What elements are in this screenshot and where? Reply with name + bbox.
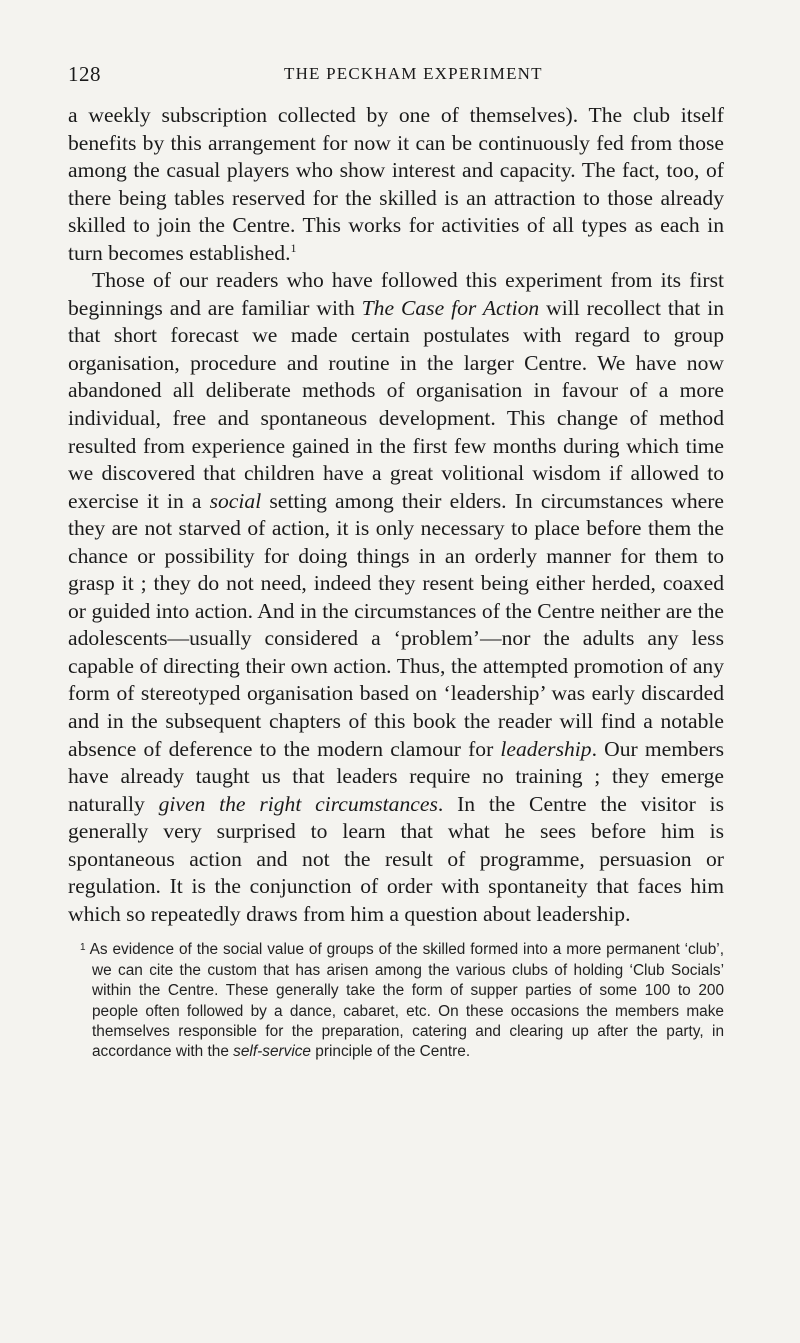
footnote-text-a: As evidence of the social value of groups of the skilled formed into a more permanent ‘club’, we can cite the custom that has arisen among the various clubs of holding ‘Club Socials’ within the Centre. These generally take the form of supper parties of some 100 to 200 people often followed by a dance, cabaret, etc. On these occasions the members make themselves responsible for the preparation, catering and clearing up after the party, in accordance with the — [85, 941, 724, 1061]
paragraph-2-text-b: will recollect that in that short forecast we made certain postulates with regard to group organisation, procedure and routine in the larger Centre. We have now abandoned all deliberate methods of organisation in favour of a more individual, free and spontaneous development. This change of method resulted from experience gained in the first few months during which time we discovered that children have a great volitional wisdom if allowed to exercise it in a — [68, 295, 724, 513]
page-number: 128 — [68, 62, 101, 86]
footnote-marker: 1 — [80, 942, 86, 954]
body-text — [68, 102, 724, 928]
running-head: THE PECKHAM EXPERIMENT — [284, 64, 543, 83]
paragraph-2-text-d: . Our members have already taught us that leaders require no training ; they emerge naturally — [68, 736, 724, 816]
paragraph-2-text-e: . In the Centre the visitor is generally very surprised to learn that what he sees before him is spontaneous action and not the result of programme, persuasion or regulation. It is the conjunction of order with spontaneity that faces him which so repeatedly draws from him a question about leadership. — [68, 791, 724, 926]
footnote-reference: 1 — [290, 240, 297, 255]
book-page — [68, 62, 724, 1063]
paragraph-2-text-a: Those of our readers who have followed this experiment from its first beginnings and are familiar with — [68, 268, 724, 320]
paragraph-1-text: a weekly subscription collected by one of themselves). The club itself benefits by this arrangement for now it can be continuously fed from those among the casual players who show interest and capacity. The fact, too, of there being tables reserved for the skilled is an attraction to those already skilled to join the Centre. This works for activities of all types as each in turn becomes established. — [68, 103, 724, 265]
footnote-text-b: principle of the Centre. — [311, 1043, 471, 1061]
paragraph-1 — [68, 102, 724, 267]
book-title-case-for-action: The Case for Action — [361, 295, 540, 320]
paragraph-2-text-c: setting among their elders. In circumstances where they are not starved of action, it is only necessary to place before them the chance or possibility for doing things in an orderly manner for them to grasp it ; they do not need, indeed they resent being either herded, coaxed or guided into action. And in the circumstances of the Centre neither are the adolescents—usually considered a ‘problem’—nor the adults any less capable of directing their own action. Thus, the attempted promotion of any form of stereotyped organisation based on ‘leadership’ was early discarded and in the subsequent chapters of this book the reader will find a notable absence of deference to the modern clamour for — [68, 488, 724, 761]
emphasis-social: social — [209, 488, 262, 513]
emphasis-given-right-circumstances: given the right circumstances — [158, 791, 438, 816]
footnote-emphasis-self-service: self-service — [233, 1043, 311, 1061]
emphasis-leadership: leadership — [500, 736, 592, 761]
paragraph-2 — [68, 267, 724, 928]
page-header — [68, 62, 724, 102]
footnote — [68, 938, 724, 1062]
